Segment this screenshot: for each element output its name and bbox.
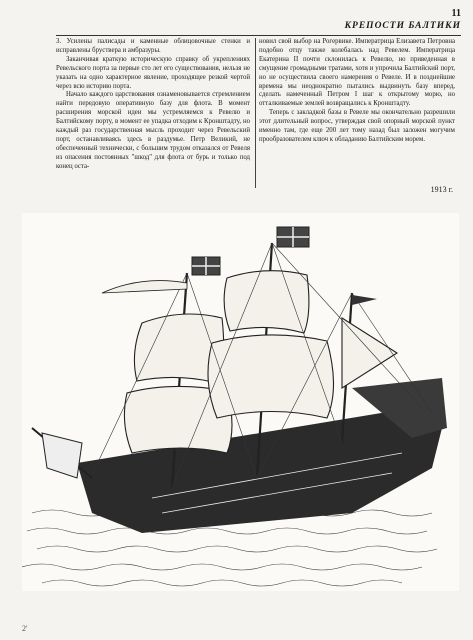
corner-mark: 2': [22, 624, 28, 633]
text-column-left: [56, 38, 250, 172]
column-divider: [255, 38, 256, 188]
paragraph: Теперь с закладкой базы в Ревеле мы окончательно разрешили этот длительный вопрос, утверждая свой опорный морской пункт именно там, где еще 200 лет тому назад был заложен могучим прообразователем ключ к обладанию Балтийским морем.: [259, 109, 455, 143]
ship-illustration: [22, 213, 459, 591]
paragraph: 3. Усилены палисады и каменные облицовочные стенки и исправлены брустверa и амбразуры.: [56, 38, 250, 54]
header-rule: [56, 35, 461, 36]
page-number: 11: [451, 8, 461, 19]
paragraph: Заканчивая краткую историческую справку об укреплениях Ревельского порта за первые сто лет его существования, нельзя не указать на одно характерное явление, проходящее резкой чертой через всю историю порта.: [56, 55, 250, 90]
paragraph: новил свой выбор на Рогервике. Императрица Елизавета Петровна подобно отцу также колебалась над Ревелем. Императрица Екатерина II почти склонилась к Ревелю, но приведенная в смущение громадными тратами, хотя и упрочила Балтийский порт, но не осуществила своего намерения о Ревеле. И в позднейшие времена мы неоднократно пытались выдвинуть базу вперед, сделать намеченный Петром I шаг к открытому морю, но отталкиваемые землей возвращались к Кронштадту.: [259, 38, 455, 108]
page-header: [261, 8, 461, 32]
running-title: КРЕПОСТИ БАЛТИКИ: [344, 21, 461, 31]
year-note: 1913 г.: [430, 185, 453, 194]
text-column-right: [259, 38, 455, 145]
sailing-ship-engraving: [22, 213, 459, 591]
paragraph: Начало каждого царствования ознаменовывается стремлением найти передовую оперативную базу для флота. В момент расширения морской идеи мы устремляемся к Ревелю и Балтийскому порту, в момент ее упадка отходим к Кронштадту, но каждый раз государственная мысль проходит через Ревельский порт, останавливаясь здесь в раздумье. Петр Великий, не обеспеченный технически, с большим трудом отказался от Ревеля из опасения постоянных "шкод" для флота от бурь и только под конец оста-: [56, 91, 250, 170]
